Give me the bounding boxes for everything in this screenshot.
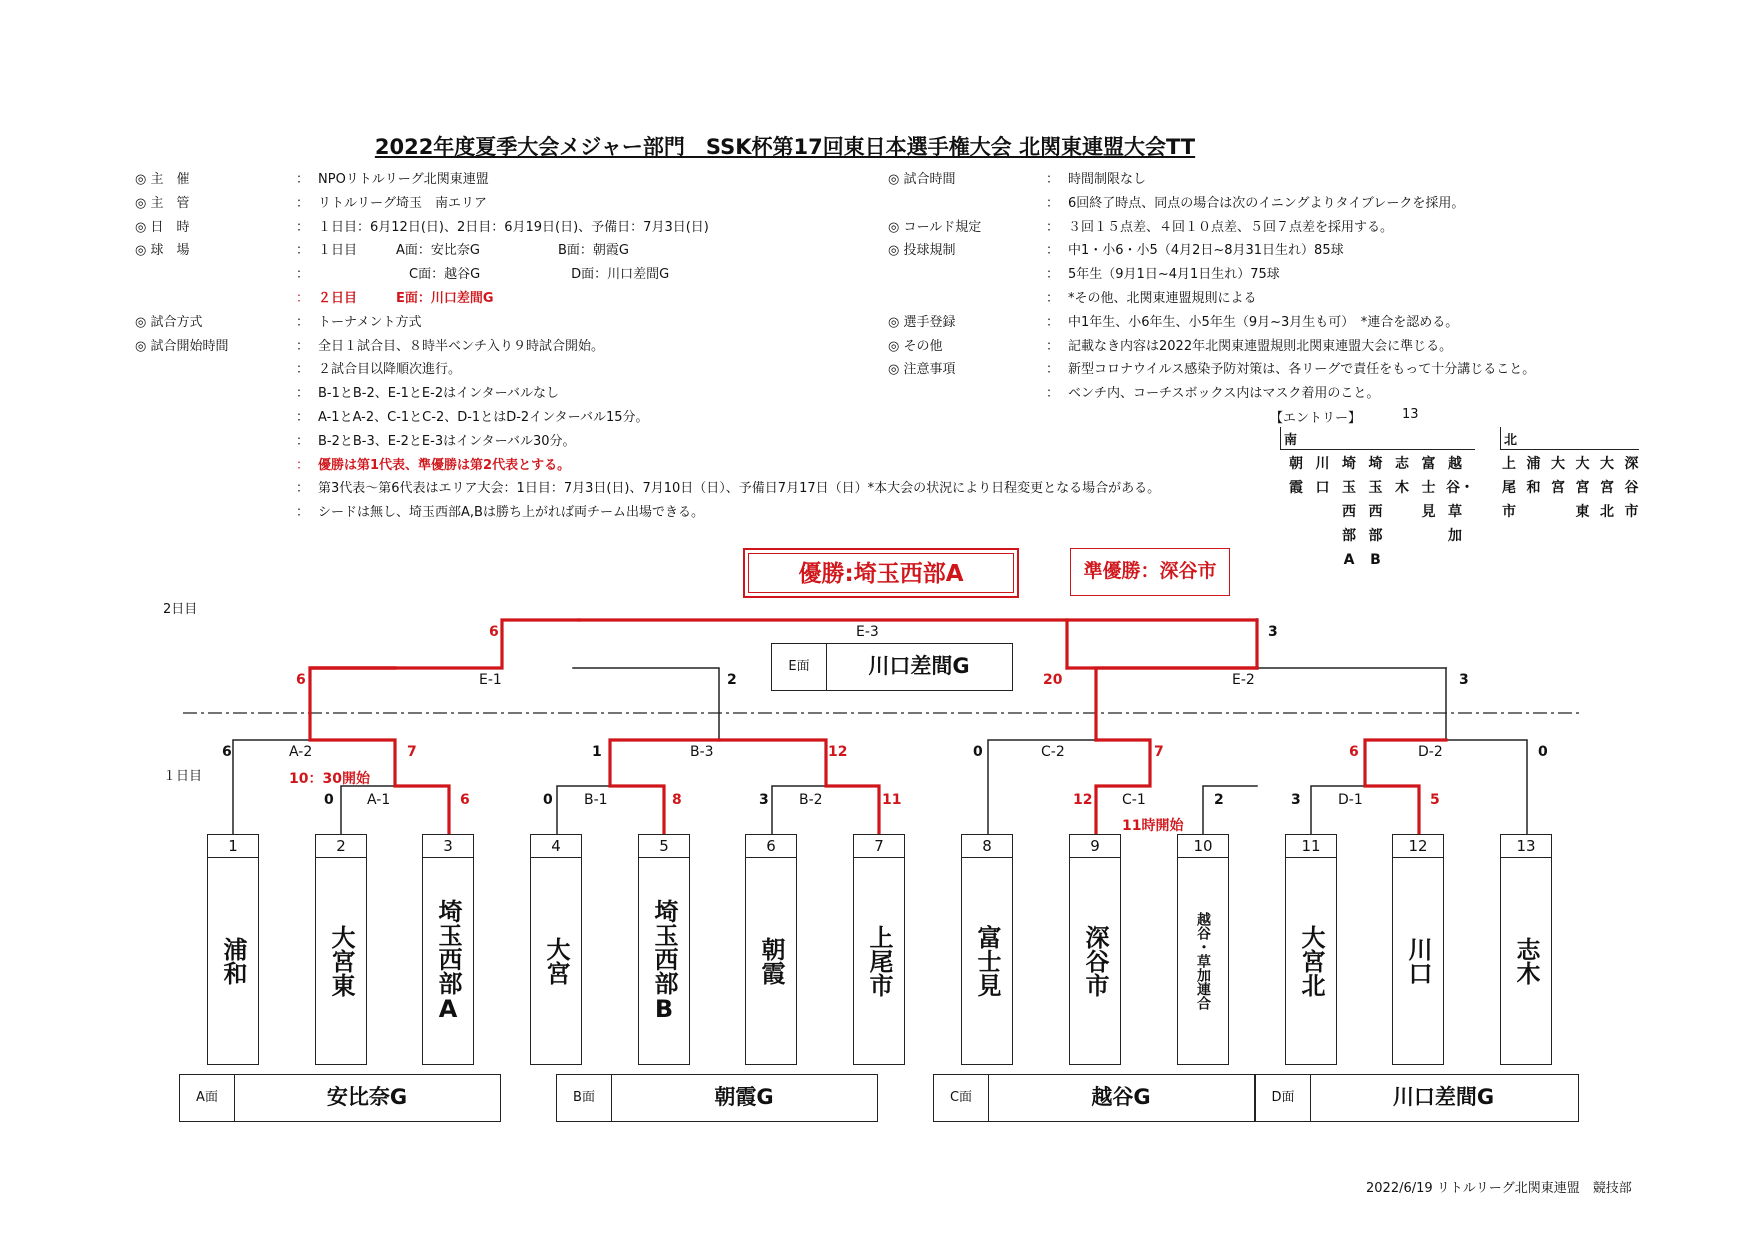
info-left-row-value: １日目 A面：安比奈G B面：朝霞G [318,243,629,259]
field-d-box [1255,1074,1579,1122]
team-number: 5 [638,834,690,858]
match-label: C-1 [1122,792,1146,808]
match-score-right: 6 [460,792,470,808]
match-start-note: 11時開始 [1122,818,1184,834]
match-score-right: 7 [407,744,417,760]
info-left-row-colon: ： [296,314,310,330]
info-left-row-value: １日目：6月12日(日)、2日目：6月19日(日)、予備日：7月3日(日) [318,219,709,235]
team-name: 富士見 [961,857,1013,1065]
team-number: 11 [1285,834,1337,858]
field-e-box [771,643,1013,691]
info-right-row-label: ◎ 注意事項 [888,362,956,378]
field-b-key: B面 [557,1075,612,1121]
match-score-left: 6 [1349,744,1359,760]
info-left-row-value: B-1とB-2、E-1とE-2はインターバルなし [318,386,559,402]
info-right-row-colon: ： [1046,172,1060,187]
match-label: B-3 [690,744,714,760]
line-e1-right [573,668,719,740]
team-name: 川口 [1392,857,1444,1065]
match-label: A-2 [289,744,313,760]
info-right-row-value: ３回１５点差、４回１０点差、５回７点差を採用する。 [1068,219,1394,235]
info-left-row-colon: ： [296,410,310,425]
info-left-row-value: A-1とA-2、C-1とC-2、D-1とはD-2インターバル15分。 [318,410,649,425]
winner-path-e1-up [312,620,579,668]
match-label: D-1 [1338,792,1363,808]
day1-label: １日目 [163,769,203,784]
info-right-row-value: 中1・小6・小5（4月2日~8月31日生れ）85球 [1068,243,1344,259]
entry-team: 越谷・草加 [1446,456,1474,544]
match-score-right: 2 [1214,792,1224,808]
match-score-right: 12 [828,744,848,760]
team-number: 7 [853,834,905,858]
info-left-row-colon: ： [296,219,310,235]
info-left-row-value: トーナメント方式 [318,314,422,330]
match-score-left: 1 [592,744,602,760]
info-right-row-colon: ： [1046,314,1060,330]
info-left-row-colon: ： [296,433,310,449]
match-label: A-1 [367,792,391,808]
match-score-left: 0 [973,744,983,760]
entry-team: 朝霞 [1289,456,1303,496]
team-name: 朝霞 [745,857,797,1065]
entry-team: 志木 [1395,456,1409,496]
match-score-left: 6 [489,624,499,640]
info-right-row-colon: ： [1046,243,1060,259]
page-title: 2022年度夏季大会メジャー部門 SSK杯第17回東日本選手権大会 北関東連盟大会TT [374,135,1196,159]
info-right-row-value: 中1年生、小6年生、小5年生（9月~3月生も可） *連合を認める。 [1068,314,1459,330]
entry-team: 大宮東 [1575,456,1590,520]
info-right-row-colon: ： [1046,291,1060,306]
team-name: 埼玉西部B [638,857,690,1065]
match-score-left: 3 [759,792,769,808]
field-e-name: 川口差間G [868,654,970,678]
entry-team: 上尾市 [1502,456,1516,520]
match-score-right: 11 [882,792,902,808]
info-left-row-colon: ： [296,291,310,306]
entry-team: 大宮北 [1600,456,1614,520]
match-score-left: 12 [1073,792,1093,808]
team-name: 浦和 [207,857,259,1065]
team-number: 9 [1069,834,1121,858]
match-label: E-3 [856,624,879,640]
info-left-row-value: C面：越谷G D面：川口差間G [318,267,670,283]
match-label: D-2 [1418,744,1443,760]
match-score-left: 0 [324,792,334,808]
entry-count: 13 [1402,407,1419,422]
team-name: 深谷市 [1069,857,1121,1065]
match-label: B-2 [799,792,823,808]
field-c-key: C面 [934,1075,989,1121]
field-b-box [556,1074,878,1122]
team-name: 上尾市 [853,857,905,1065]
info-right-row-value: 5年生（9月1日~4月1日生れ）75球 [1068,267,1280,283]
info-right-row-value: 記載なき内容は2022年北関東連盟規則北関東連盟大会に準じる。 [1068,338,1453,354]
info-left-row-colon: ： [296,386,310,402]
team-number: 6 [745,834,797,858]
info-left-row-value: ２試合目以降順次進行。 [318,362,462,378]
entry-north-label: 北 [1504,433,1518,448]
line-c1-right [1203,786,1257,836]
info-right-row-colon: ： [1046,219,1060,235]
match-score-right: 2 [727,672,737,688]
info-left-row-value: 優勝は第1代表、準優勝は第2代表とする。 [318,457,571,473]
info-left-row-colon: ： [296,338,310,354]
info-right-row-label: ◎ その他 [888,338,943,354]
info-right-row-value: 時間制限なし [1068,172,1147,187]
entry-team: 川口 [1315,456,1330,496]
entry-team: 埼玉西部A [1342,456,1356,568]
info-right-row-label: ◎ 選手登録 [888,314,956,330]
field-d-key: D面 [1255,1075,1311,1121]
field-a-name: 安比奈G [326,1085,408,1109]
info-left-row-value: 第3代表～第6代表はエリア大会：1日目：7月3日(日)、7月10日（日）、予備日7月17日（日）*本大会の状況により日程変更となる場合がある。 [318,481,1161,497]
info-left-row-value: ２日目 E面：川口差間G [318,291,494,306]
info-right-row-value: 新型コロナウイルス感染予防対策は、各リーグで責任をもって十分講じること。 [1068,362,1536,378]
field-b-name: 朝霞G [714,1085,774,1109]
match-score-right: 0 [1538,744,1548,760]
match-score-left: 6 [296,672,306,688]
info-right-row-value: ベンチ内、コーチスボックス内はマスク着用のこと。 [1068,386,1380,402]
team-number: 1 [207,834,259,858]
match-score-left: 0 [543,792,553,808]
team-name: 越谷・草加連合 [1177,857,1229,1065]
match-score-left: 3 [1291,792,1301,808]
info-left-row-value: NPOリトルリーグ北関東連盟 [318,172,489,187]
entry-team: 富士見 [1421,456,1436,520]
match-start-note: 10：30開始 [289,771,370,787]
team-number: 3 [422,834,474,858]
info-left-row-colon: ： [296,267,310,283]
info-left-row-value: シードは無し、埼玉西部A,Bは勝ち上がれば両チーム出場できる。 [318,505,704,521]
team-name: 埼玉西部A [422,857,474,1065]
entry-label: 【エントリー】 [1270,411,1362,426]
match-score-left: 20 [1043,672,1063,688]
team-number: 10 [1177,834,1229,858]
entry-south-label: 南 [1284,433,1298,448]
info-right-row-value: *その他、北関東連盟規則による [1068,291,1257,306]
runner-up-box: 準優勝：深谷市 [1070,548,1230,596]
info-left-row-colon: ： [296,481,310,497]
info-left-row-label: ◎ 主 管 [135,195,190,211]
team-number: 8 [961,834,1013,858]
info-left-row-label: ◎ 主 催 [135,172,190,187]
entry-team: 浦和 [1526,456,1541,496]
info-left-row-value: リトルリーグ埼玉 南エリア [318,195,488,211]
info-right-row-colon: ： [1046,338,1060,354]
field-e-key: E面 [772,644,827,690]
info-right-row-label: ◎ 試合時間 [888,172,956,187]
match-label: E-2 [1232,672,1255,688]
info-left-row-colon: ： [296,362,310,378]
info-left-row-label: ◎ 日 時 [135,219,190,235]
match-score-left: 6 [222,744,232,760]
info-left-row-colon: ： [296,457,310,473]
entry-team: 深谷市 [1624,456,1639,520]
field-c-name: 越谷G [1091,1085,1151,1109]
field-c-box [933,1074,1255,1122]
team-number: 2 [315,834,367,858]
info-right-row-label: ◎ コールド規定 [888,219,982,235]
match-label: E-1 [479,672,502,688]
info-right-row-colon: ： [1046,386,1060,402]
match-score-right: 7 [1154,744,1164,760]
entry-team: 大宮 [1551,456,1565,496]
field-a-key: A面 [180,1075,235,1121]
match-score-right: 3 [1459,672,1469,688]
line-d2-right [1446,740,1527,836]
winner-path-3 [310,668,449,836]
team-name: 大宮北 [1285,857,1337,1065]
entry-team: 埼玉西部B [1368,456,1383,568]
info-right-row-colon: ： [1046,267,1060,283]
day2-label: 2日目 [163,602,198,617]
info-left-row-colon: ： [296,195,310,211]
info-left-row-label: ◎ 試合方式 [135,314,203,330]
footer-text: 2022/6/19 リトルリーグ北関東連盟 競技部 [1366,1181,1632,1196]
info-right-row-colon: ： [1046,195,1060,211]
match-score-right: 5 [1430,792,1440,808]
match-label: C-2 [1041,744,1065,760]
team-number: 13 [1500,834,1552,858]
info-left-row-colon: ： [296,243,310,259]
field-a-box [179,1074,501,1122]
team-name: 大宮 [530,857,582,1065]
info-left-row-label: ◎ 球 場 [135,243,190,259]
info-left-row-label: ◎ 試合開始時間 [135,338,229,354]
team-number: 4 [530,834,582,858]
match-score-right: 3 [1268,624,1278,640]
match-score-right: 8 [672,792,682,808]
winner-path-7 [719,740,879,836]
team-number: 12 [1392,834,1444,858]
team-name: 志木 [1500,857,1552,1065]
info-left-row-value: 全日１試合目、８時半ベンチ入り９時試合開始。 [318,338,605,354]
info-left-row-value: B-2とB-3、E-2とE-3はインターバル30分。 [318,433,576,449]
info-left-row-colon: ： [296,172,310,187]
team-name: 大宮東 [315,857,367,1065]
match-label: B-1 [584,792,608,808]
info-left-row-colon: ： [296,505,310,521]
field-d-name: 川口差間G [1392,1085,1495,1109]
info-right-row-label: ◎ 投球規制 [888,243,956,259]
info-right-row-colon: ： [1046,362,1060,378]
champion-text: 優勝:埼玉西部A [748,553,1014,593]
info-right-row-value: 6回終了時点、同点の場合は次のイニングよりタイブレークを採用。 [1068,195,1465,211]
